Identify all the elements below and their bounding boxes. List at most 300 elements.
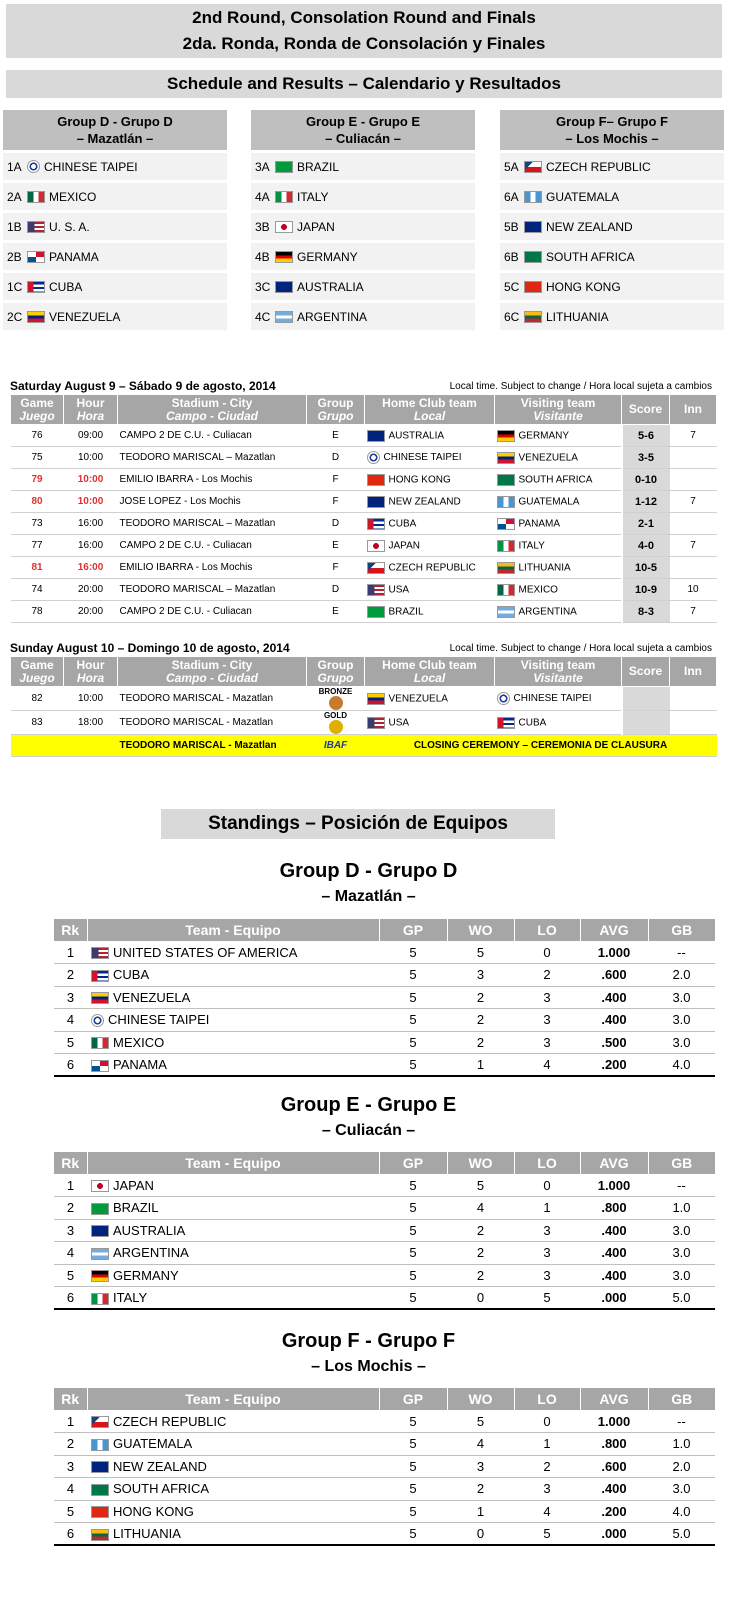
losses: 4: [514, 1500, 580, 1523]
rank: 6: [54, 1287, 87, 1310]
wins: 2: [447, 1478, 514, 1501]
games-played: 5: [379, 1242, 447, 1265]
day2-header: [10, 641, 716, 655]
team-seed: 2B: [7, 249, 22, 264]
team-seed: 3B: [255, 219, 270, 234]
team-seed: 1A: [7, 159, 22, 174]
home-team: [365, 601, 495, 623]
aus-flag-icon: [367, 430, 385, 442]
ceremony-stadium: TEODORO MARISCAL - Mazatlan: [118, 735, 307, 757]
game-hour: 16:00: [64, 535, 118, 557]
hkg-flag-icon: [367, 474, 385, 486]
group-team-item: [251, 153, 475, 180]
average: 1.000: [580, 1174, 648, 1197]
col-header-label: Score: [628, 664, 663, 678]
team-seed: 5A: [504, 159, 519, 174]
games-behind: 1.0: [648, 1433, 715, 1456]
wins: 2: [447, 1264, 514, 1287]
team-seed: 4C: [255, 309, 271, 324]
home-team: [365, 447, 495, 469]
gua-flag-icon: [91, 1439, 109, 1451]
standings-row: [54, 1197, 715, 1220]
wins: 2: [447, 1009, 514, 1032]
team-name: MEXICO: [113, 1034, 165, 1050]
group-panel-1: [3, 110, 227, 330]
standings-group-title: Group D - Grupo D: [279, 860, 458, 882]
schedule-row: [11, 425, 717, 447]
col-header-rk: Rk: [54, 919, 87, 941]
team-name: CUBA: [49, 279, 83, 294]
game-score: 10-9: [622, 579, 670, 601]
game-score: 0-10: [622, 469, 670, 491]
team-name: ARGENTINA: [297, 309, 368, 324]
team-seed: 2C: [7, 309, 23, 324]
col-header-label: Group: [317, 395, 354, 410]
games-played: 5: [379, 1031, 447, 1054]
games-played: 5: [379, 964, 447, 987]
average: 1.000: [580, 941, 648, 964]
standings-row: [54, 1523, 715, 1546]
visiting-team: [495, 447, 622, 469]
team-name: VENEZUELA: [518, 452, 578, 464]
game-group: D: [307, 579, 365, 601]
team-name: CUBA: [518, 717, 547, 729]
game-group: E: [307, 535, 365, 557]
team-cell: [87, 1174, 379, 1197]
medal-icon: [329, 696, 343, 710]
team-name: ITALY: [113, 1290, 148, 1305]
cub-flag-icon: [91, 970, 109, 982]
usa-flag-icon: [27, 221, 45, 233]
rank: 3: [54, 1455, 87, 1478]
team-name: ARGENTINA: [518, 606, 577, 618]
rank: 4: [54, 1009, 87, 1032]
team-cell: [87, 1054, 379, 1077]
col-header-lo: LO: [514, 919, 580, 941]
col-header-gp: GP: [379, 1388, 447, 1410]
team-name: HONG KONG: [388, 474, 451, 486]
game-innings: [670, 447, 717, 469]
group-team-item: [3, 183, 227, 210]
games-played: 5: [379, 1500, 447, 1523]
average: .500: [580, 1031, 648, 1054]
losses: 4: [514, 1054, 580, 1077]
team-cell: [87, 1197, 379, 1220]
average: .400: [580, 1264, 648, 1287]
nzl-flag-icon: [524, 221, 542, 233]
average: .400: [580, 1009, 648, 1032]
pan-flag-icon: [27, 251, 45, 263]
col-header-label-es: Campo - Ciudad: [166, 670, 258, 685]
standings-row: [54, 1242, 715, 1265]
standings-row: [54, 1433, 715, 1456]
wins: 0: [447, 1287, 514, 1310]
games-played: 5: [379, 1054, 447, 1077]
losses: 5: [514, 1287, 580, 1310]
games-behind: 3.0: [648, 1242, 715, 1265]
group-panel-title: Group E - Grupo E: [305, 114, 421, 129]
col-header-avg: AVG: [580, 1388, 648, 1410]
team-name: GUATEMALA: [518, 496, 580, 508]
col-header-lo: LO: [514, 1388, 580, 1410]
col-header-gb: GB: [648, 919, 715, 941]
rank: 1: [54, 1174, 87, 1197]
ceremony-text: CLOSING CEREMONY – CEREMONIA DE CLAUSURA: [365, 735, 717, 757]
team-name: CZECH REPUBLIC: [388, 562, 476, 574]
wins: 5: [447, 1174, 514, 1197]
cub-flag-icon: [27, 281, 45, 293]
team-cell: [87, 1478, 379, 1501]
schedule-header-row: [11, 395, 717, 425]
usa-flag-icon: [367, 717, 385, 729]
team-cell: [87, 1219, 379, 1242]
visiting-team: [495, 535, 622, 557]
ven-flag-icon: [367, 693, 385, 705]
team-name: ARGENTINA: [113, 1245, 189, 1261]
standings-group-city: – Los Mochis –: [311, 1358, 426, 1375]
games-played: 5: [379, 1523, 447, 1546]
game-stadium: CAMPO 2 DE C.U. - Culiacan: [118, 535, 307, 557]
group-team-item: [251, 273, 475, 300]
team-name: AUSTRALIA: [297, 279, 364, 294]
team-name: CHINESE TAIPEI: [44, 159, 138, 174]
team-cell: [87, 941, 379, 964]
nzl-flag-icon: [91, 1461, 109, 1473]
wins: 3: [447, 1455, 514, 1478]
rank: 4: [54, 1478, 87, 1501]
game-innings: 7: [670, 601, 717, 623]
team-name: HONG KONG: [546, 279, 621, 294]
team-cell: [87, 1455, 379, 1478]
team-name: JAPAN: [297, 219, 335, 234]
game-score: [622, 687, 670, 711]
standings-group-title: Group E - Grupo E: [280, 1094, 457, 1116]
day1-header: [10, 379, 716, 393]
game-number: 77: [11, 535, 64, 557]
game-score: 5-6: [622, 425, 670, 447]
game-hour: 18:00: [64, 711, 118, 735]
team-cell: [87, 964, 379, 987]
cze-flag-icon: [524, 161, 542, 173]
ita-flag-icon: [275, 191, 293, 203]
col-header-label: Visiting team: [520, 395, 596, 410]
col-header-inn: [670, 395, 717, 425]
aus-flag-icon: [275, 281, 293, 293]
group-panel-city: – Mazatlán –: [76, 131, 154, 146]
standings-row: [54, 1031, 715, 1054]
game-score: 2-1: [622, 513, 670, 535]
ltu-flag-icon: [91, 1529, 109, 1541]
game-hour: 10:00: [64, 491, 118, 513]
home-team: [365, 711, 495, 735]
nzl-flag-icon: [367, 496, 385, 508]
rsa-flag-icon: [91, 1484, 109, 1496]
schedule-header-row: [11, 657, 717, 687]
schedule-title: Schedule and Results – Calendario y Resultados: [6, 70, 722, 98]
pan-flag-icon: [497, 518, 515, 530]
games-played: 5: [379, 1009, 447, 1032]
day1-schedule-table: [10, 394, 717, 623]
wins: 2: [447, 1242, 514, 1265]
game-innings: 7: [670, 535, 717, 557]
group-panel-2: [251, 110, 475, 330]
day1-title: Saturday August 9 – Sábado 9 de agosto, 2014: [10, 379, 276, 393]
mex-flag-icon: [27, 191, 45, 203]
team-name: GUATEMALA: [113, 1436, 193, 1452]
wins: 4: [447, 1197, 514, 1220]
ven-flag-icon: [91, 992, 109, 1004]
team-name: LITHUANIA: [518, 562, 571, 574]
rank: 3: [54, 1219, 87, 1242]
team-seed: 2A: [7, 189, 22, 204]
standings-group-title: Group F - Grupo F: [281, 1330, 456, 1352]
games-behind: --: [648, 1410, 715, 1433]
schedule-row: [11, 491, 717, 513]
standings-table: [54, 919, 715, 1077]
col-header-label: Inn: [684, 402, 702, 416]
col-header-group: [307, 395, 365, 425]
rank: 1: [54, 941, 87, 964]
col-header-label-es: Local: [413, 408, 446, 423]
col-header-label: Game: [20, 657, 54, 672]
game-score: 3-5: [622, 447, 670, 469]
schedule-row: [11, 469, 717, 491]
day2-schedule-table: [10, 656, 717, 757]
standings-header-row: [54, 1152, 715, 1174]
losses: 3: [514, 1031, 580, 1054]
col-header-avg: AVG: [580, 919, 648, 941]
col-header-label-es: Grupo: [317, 408, 354, 423]
wins: 1: [447, 1054, 514, 1077]
team-name: BRAZIL: [388, 606, 424, 618]
game-stadium: CAMPO 2 DE C.U. - Culiacan: [118, 601, 307, 623]
visiting-team: [495, 557, 622, 579]
average: .200: [580, 1500, 648, 1523]
col-header-team: Team - Equipo: [87, 1152, 379, 1174]
col-header-label-es: Visitante: [533, 408, 583, 423]
col-header-label-es: Visitante: [533, 670, 583, 685]
games-behind: 1.0: [648, 1197, 715, 1220]
wins: 2: [447, 1031, 514, 1054]
ita-flag-icon: [497, 540, 515, 552]
team-cell: [87, 1009, 379, 1032]
home-team: [365, 557, 495, 579]
medal-cell: [307, 687, 365, 711]
ita-flag-icon: [91, 1293, 109, 1305]
team-name: CHINESE TAIPEI: [513, 693, 592, 705]
col-header-avg: AVG: [580, 1152, 648, 1174]
rank: 5: [54, 1264, 87, 1287]
games-played: 5: [379, 986, 447, 1009]
col-header-label-es: Grupo: [317, 670, 354, 685]
game-hour: 09:00: [64, 425, 118, 447]
team-name: NEW ZEALAND: [388, 496, 461, 508]
standings-row: [54, 1219, 715, 1242]
group-panel-3: [500, 110, 724, 330]
team-seed: 6B: [504, 249, 519, 264]
group-team-item: [500, 153, 724, 180]
wins: 1: [447, 1500, 514, 1523]
visiting-team: [495, 711, 622, 735]
rank: 2: [54, 964, 87, 987]
ibaf-logo-icon: IBAF: [307, 735, 365, 757]
standings-row: [54, 1174, 715, 1197]
team-name: PANAMA: [518, 518, 560, 530]
games-behind: --: [648, 1174, 715, 1197]
game-innings: 10: [670, 579, 717, 601]
game-stadium: TEODORO MARISCAL - Mazatlan: [118, 711, 307, 735]
group-team-item: [3, 273, 227, 300]
average: .400: [580, 1219, 648, 1242]
bra-flag-icon: [275, 161, 293, 173]
home-team: [365, 469, 495, 491]
hkg-flag-icon: [91, 1506, 109, 1518]
cze-flag-icon: [367, 562, 385, 574]
team-name: VENEZUELA: [113, 989, 191, 1005]
day1-note: Local time. Subject to change / Hora local sujeta a cambios: [449, 381, 712, 392]
team-name: USA: [388, 584, 410, 596]
game-group: F: [307, 557, 365, 579]
games-behind: --: [648, 941, 715, 964]
team-cell: [87, 986, 379, 1009]
group-team-item: [500, 303, 724, 330]
col-header-inn: [670, 657, 717, 687]
standings-row: [54, 941, 715, 964]
bra-flag-icon: [367, 606, 385, 618]
col-header-wo: WO: [447, 1152, 514, 1174]
losses: 3: [514, 1264, 580, 1287]
col-header-label-es: Hora: [76, 408, 105, 423]
rank: 1: [54, 1410, 87, 1433]
standings-row: [54, 1264, 715, 1287]
team-name: CHINESE TAIPEI: [108, 1012, 210, 1028]
jpn-flag-icon: [91, 1180, 109, 1192]
team-name: VENEZUELA: [49, 309, 121, 324]
average: 1.000: [580, 1410, 648, 1433]
team-name: CUBA: [113, 967, 150, 983]
group-team-item: [251, 303, 475, 330]
game-score: 8-3: [622, 601, 670, 623]
standings-header-row: [54, 1388, 715, 1410]
rank: 6: [54, 1054, 87, 1077]
mex-flag-icon: [497, 584, 515, 596]
game-innings: [670, 711, 717, 735]
visiting-team: [495, 469, 622, 491]
tpe-flag-icon: [91, 1014, 104, 1027]
col-header-score: [622, 395, 670, 425]
team-name: VENEZUELA: [388, 693, 448, 705]
losses: 3: [514, 1478, 580, 1501]
wins: 0: [447, 1523, 514, 1546]
game-innings: [670, 513, 717, 535]
jpn-flag-icon: [275, 221, 293, 233]
visiting-team: [495, 491, 622, 513]
average: .600: [580, 964, 648, 987]
average: .600: [580, 1455, 648, 1478]
average: .800: [580, 1197, 648, 1220]
col-header-home: [365, 395, 495, 425]
game-hour: 10:00: [64, 687, 118, 711]
team-name: CZECH REPUBLIC: [546, 159, 651, 174]
team-name: ITALY: [518, 540, 545, 552]
group-team-item: [500, 183, 724, 210]
medal-label: GOLD: [323, 710, 348, 720]
standings-row: [54, 1009, 715, 1032]
standings-group-city: – Mazatlán –: [321, 888, 416, 905]
team-name: GERMANY: [297, 249, 358, 264]
game-number: 80: [11, 491, 64, 513]
ceremony-game: [11, 735, 64, 757]
page-title: 2nd Round, Consolation Round and Finals 2da. Ronda, Ronda de Consolación y Finales: [6, 4, 722, 58]
game-innings: 7: [670, 425, 717, 447]
standings-table: [54, 1152, 715, 1310]
visiting-team: [495, 579, 622, 601]
schedule-row: [11, 687, 717, 711]
ger-flag-icon: [497, 430, 515, 442]
medal-icon: [329, 720, 343, 734]
wins: 5: [447, 1410, 514, 1433]
game-group: E: [307, 601, 365, 623]
team-name: JAPAN: [388, 540, 420, 552]
group-panel-city: – Los Mochis –: [565, 131, 659, 146]
losses: 5: [514, 1523, 580, 1546]
average: .800: [580, 1433, 648, 1456]
team-name: ITALY: [297, 189, 329, 204]
standings-header-row: [54, 919, 715, 941]
home-team: [365, 535, 495, 557]
team-name: SOUTH AFRICA: [113, 1481, 210, 1497]
games-behind: 4.0: [648, 1500, 715, 1523]
standings-row: [54, 1410, 715, 1433]
group-team-item: [500, 243, 724, 270]
games-behind: 3.0: [648, 1219, 715, 1242]
group-panel-header: [500, 110, 724, 150]
bra-flag-icon: [91, 1203, 109, 1215]
col-header-label: Home Club team: [382, 657, 477, 672]
team-cell: [87, 1242, 379, 1265]
ltu-flag-icon: [524, 311, 542, 323]
team-cell: [87, 1410, 379, 1433]
group-team-item: [3, 213, 227, 240]
game-number: 81: [11, 557, 64, 579]
col-header-visit: [495, 395, 622, 425]
losses: 3: [514, 1009, 580, 1032]
game-group: D: [307, 447, 365, 469]
team-name: USA: [388, 717, 410, 729]
ltu-flag-icon: [497, 562, 515, 574]
games-behind: 5.0: [648, 1287, 715, 1310]
ven-flag-icon: [497, 452, 515, 464]
team-name: MEXICO: [49, 189, 97, 204]
games-played: 5: [379, 1219, 447, 1242]
arg-flag-icon: [275, 311, 293, 323]
losses: 3: [514, 1242, 580, 1265]
game-innings: [670, 557, 717, 579]
wins: 2: [447, 986, 514, 1009]
game-number: 75: [11, 447, 64, 469]
group-panel-title: Group D - Grupo D: [57, 114, 173, 129]
game-number: 74: [11, 579, 64, 601]
closing-ceremony-row: [11, 735, 717, 757]
standings-row: [54, 1287, 715, 1310]
losses: 2: [514, 964, 580, 987]
team-name: SOUTH AFRICA: [518, 474, 593, 486]
col-header-label: Home Club team: [382, 395, 477, 410]
col-header-label-es: Juego: [19, 408, 55, 423]
team-name: U. S. A.: [49, 219, 90, 234]
col-header-team: Team - Equipo: [87, 919, 379, 941]
col-header-gp: GP: [379, 919, 447, 941]
